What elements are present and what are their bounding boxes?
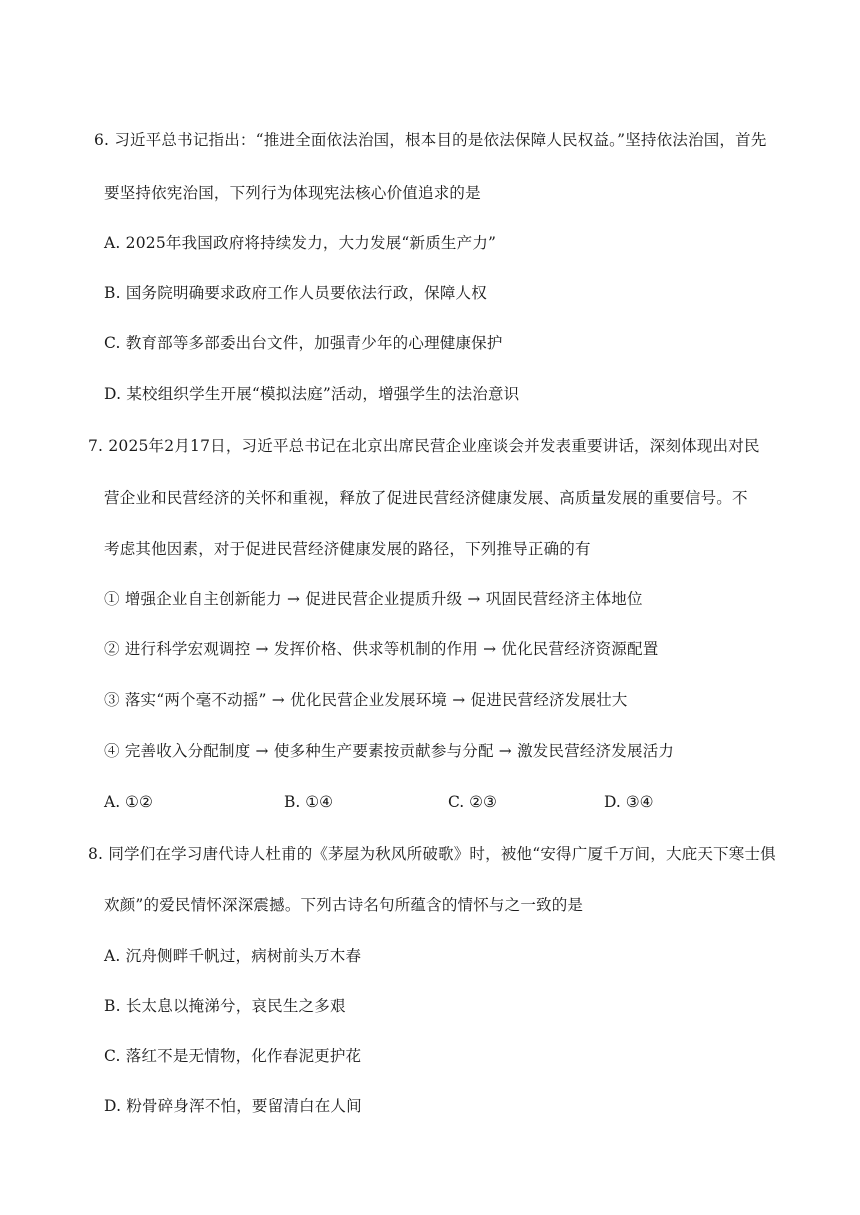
q6-option-a: A. 2025年我国政府将持续发力，大力发展“新质生产力” [104, 234, 497, 252]
q8-stem-line-1: 8. 同学们在学习唐代诗人杜甫的《茅屋为秋风所破歌》时，被他“安得广厦千万间，大庇天下寒士俱 [88, 845, 776, 863]
q7-option-b: B. ①④ [284, 793, 334, 811]
q7-option-d: D. ③④ [604, 793, 654, 811]
q6-stem-line-1: 6. 习近平总书记指出：“推进全面依法治国，根本目的是依法保障人民权益。”坚持依法治国，首先 [94, 131, 767, 149]
q7-item-4: ④ 完善收入分配制度 → 使多种生产要素按贡献参与分配 → 激发民营经济发展活力 [104, 742, 675, 760]
q8-option-a: A. 沉舟侧畔千帆过，病树前头万木春 [104, 947, 362, 965]
q8-option-d: D. 粉骨碎身浑不怕，要留清白在人间 [104, 1097, 362, 1115]
q8-option-c: C. 落红不是无情物，化作春泥更护花 [104, 1047, 362, 1065]
q7-stem-line-2: 营企业和民营经济的关怀和重视，释放了促进民营经济健康发展、高质量发展的重要信号。不 [104, 489, 748, 507]
q7-options-row [104, 792, 784, 812]
q6-option-d: D. 某校组织学生开展“模拟法庭”活动，增强学生的法治意识 [104, 385, 520, 403]
q7-item-3: ③ 落实“两个毫不动摇” → 优化民营企业发展环境 → 促进民营经济发展壮大 [104, 691, 628, 709]
q6-stem-line-2: 要坚持依宪治国，下列行为体现宪法核心价值追求的是 [104, 184, 481, 202]
q6-option-c: C. 教育部等多部委出台文件，加强青少年的心理健康保护 [104, 334, 503, 352]
q7-stem-line-1: 7. 2025年2月17日，习近平总书记在北京出席民营企业座谈会并发表重要讲话，深刻体现出对民 [88, 437, 760, 455]
q6-option-b: B. 国务院明确要求政府工作人员要依法行政，保障人权 [104, 284, 487, 302]
q7-option-c: C. ②③ [448, 793, 497, 811]
q7-option-a: A. ①② [104, 793, 153, 811]
q8-option-b: B. 长太息以掩涕兮，哀民生之多艰 [104, 997, 346, 1015]
q7-stem-line-3: 考虑其他因素，对于促进民营经济健康发展的路径，下列推导正确的有 [104, 540, 591, 558]
q7-item-1: ① 增强企业自主创新能力 → 促进民营企业提质升级 → 巩固民营经济主体地位 [104, 590, 643, 608]
q8-stem-line-2: 欢颜”的爱民情怀深深震撼。下列古诗名句所蕴含的情怀与之一致的是 [104, 896, 584, 914]
q7-item-2: ② 进行科学宏观调控 → 发挥价格、供求等机制的作用 → 优化民营经济资源配置 [104, 640, 659, 658]
